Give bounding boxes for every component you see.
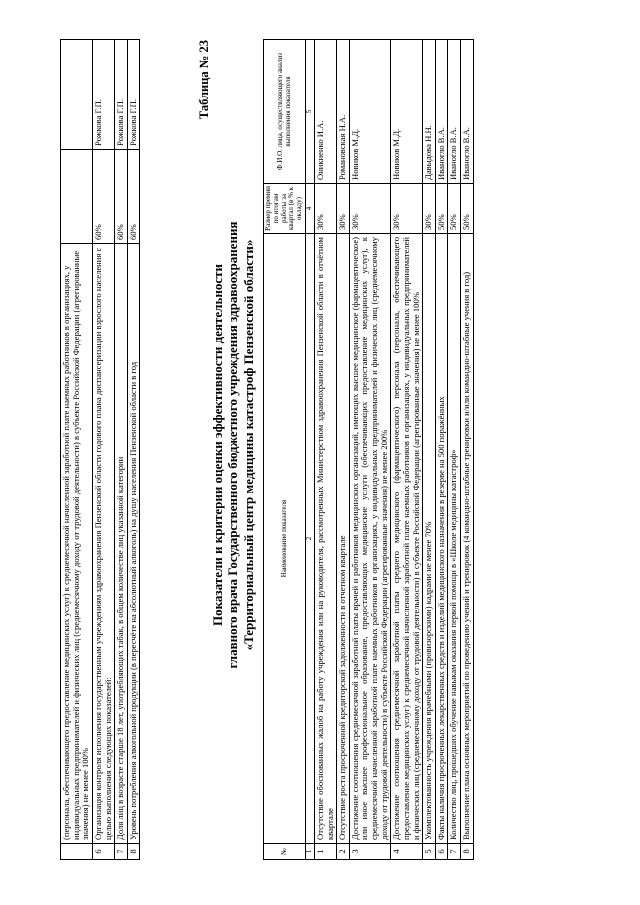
- table-row: [448, 40, 461, 860]
- indicator-text: Количество лиц, прошедших обучение навыкам оказания первой помощи в «Школе медицины катастроф»: [448, 234, 461, 844]
- table-row: [423, 40, 436, 860]
- column-index: 5: [306, 40, 315, 184]
- column-index: 4: [306, 184, 315, 234]
- row-number: 2: [337, 844, 350, 860]
- indicators-table-body: [314, 40, 473, 860]
- row-number: 3: [349, 844, 391, 860]
- indicator-text: Факты наличия просроченных лекарственных средств и изделий медицинского назначения в резерве на 500 поражённых: [435, 234, 448, 844]
- indicator-text: Отсутствие роста просроченной кредиторской задолженности в отчетном квартале: [337, 234, 350, 844]
- table-number-label: Таблица № 23: [197, 40, 211, 120]
- title-line-3: «Территориальный центр медицины катастроф Пензенской области»: [240, 239, 256, 651]
- continuation-table-body: [61, 40, 140, 860]
- bonus-percent: 60%: [127, 150, 140, 244]
- header-number: №: [264, 844, 306, 860]
- table-row: [92, 40, 114, 860]
- column-index-row: [306, 40, 315, 860]
- bonus-percent: 30%: [423, 184, 436, 234]
- responsible-person: [61, 40, 93, 150]
- indicator-text: Уровень потребления алкогольной продукции (в пересчёте на абсолютный алкоголь) на душу населения Пензенской области в год: [127, 244, 140, 844]
- row-number: 4: [391, 844, 423, 860]
- table-row: [314, 40, 336, 860]
- row-number: 7: [448, 844, 461, 860]
- responsible-person: Иваногло В.А.: [461, 40, 474, 184]
- row-number: 8: [461, 844, 474, 860]
- table-row: [127, 40, 140, 860]
- title-line-1: Показатели и критерии оценки эффективности деятельности: [210, 264, 225, 626]
- indicators-table: [263, 39, 474, 860]
- responsible-person: Рожкова Г.П.: [115, 40, 128, 150]
- indicator-text: Доля лиц в возрасте старше 18 лет, употребляющих табак, в общем количестве лиц указанной категории: [115, 244, 128, 844]
- title-line-2: главного врача Государственного бюджетного учреждения здравоохранения: [225, 221, 241, 669]
- row-number: 7: [115, 844, 128, 860]
- row-number: [61, 844, 93, 860]
- header-indicator: Наименование показателя: [264, 234, 306, 844]
- document-title: [210, 45, 256, 845]
- continuation-table: [60, 39, 140, 860]
- responsible-person: Иваногло В.А.: [448, 40, 461, 184]
- responsible-person: Новиков М.Д.: [391, 40, 423, 184]
- responsible-person: Рожкова Г.П.: [92, 40, 114, 150]
- indicator-text: Выполнение плана основных мероприятий по проведению учений и тренировок (4 командно-штабные тренировки и/или командно-штабные учения в год): [461, 234, 474, 844]
- indicator-text: Достижение соотношения среднемесячной заработной платы среднего медицинского (фармацевтического) персонала (персонала, обеспечивающего предоставление медицинских услуг) к среднемесячной начисленной заработной плате наемных работников в организациях, у индивидуальных предпринимателей и физических лиц (среднемесячному доходу от трудовой деятельности) в субъекте Российской Федерации (агрегированные значения) не менее 100%: [391, 234, 423, 844]
- indicator-text: Организация контроля исполнения государственным учреждениям здравоохранения Пензенской области годового плана диспансеризации взрослого населения с целью выполнения следующих показателей:: [92, 244, 114, 844]
- header-responsible-person: Ф.И.О. лица, осуществляющего анализ выполнения показателя: [264, 40, 306, 184]
- bonus-percent: 30%: [337, 184, 350, 234]
- row-number: 6: [92, 844, 114, 860]
- bonus-percent: 30%: [314, 184, 336, 234]
- indicator-text: (персонала, обеспечивающего предоставление медицинских услуг) к среднемесячной начисленной заработной плате наемных работников в организациях, у индивидуальных предпринимателей и физических лиц (среднемесячному доходу от трудовой деятельности) в субъекте Российской Федерации (агрегированные значения) не менее 100%: [61, 244, 93, 844]
- header-bonus-size: Размер премии по итогам работы за квартал (в % к окладу): [264, 184, 306, 234]
- responsible-person: Оникиенко И.А.: [314, 40, 336, 184]
- responsible-person: Рожкова Г.П.: [127, 40, 140, 150]
- responsible-person: Романовская Н.А.: [337, 40, 350, 184]
- responsible-person: Новиков М.Д.: [349, 40, 391, 184]
- header-row: [264, 40, 306, 860]
- row-number: 6: [435, 844, 448, 860]
- column-index: 1: [306, 844, 315, 860]
- bonus-percent: 50%: [461, 184, 474, 234]
- table-row: [337, 40, 350, 860]
- bonus-percent: 30%: [391, 184, 423, 234]
- bonus-percent: 60%: [115, 150, 128, 244]
- indicator-text: Укомплектованность учреждения врачебными (провизорскими) кадрами не менее 70%: [423, 234, 436, 844]
- responsible-person: Иваногло В.А.: [435, 40, 448, 184]
- table-row: [115, 40, 128, 860]
- table-row: [349, 40, 391, 860]
- table-row: [435, 40, 448, 860]
- bonus-percent: 60%: [92, 150, 114, 244]
- table-row: [461, 40, 474, 860]
- row-number: 5: [423, 844, 436, 860]
- indicator-text: Отсутствие обоснованных жалоб на работу учреждения или на руководителя, рассмотренных Министерством здравоохранения Пензенской области в отчётном квартале: [314, 234, 336, 844]
- table-row: [61, 40, 93, 860]
- bonus-percent: 50%: [448, 184, 461, 234]
- row-number: 1: [314, 844, 336, 860]
- bonus-percent: 50%: [435, 184, 448, 234]
- responsible-person: Давыдова Н.Н.: [423, 40, 436, 184]
- indicator-text: Достижение соотношения среднемесячной заработной платы врачей и работников медицинских организаций, имеющих высшее медицинское (фармацевтическое) или иное высшее профессиональное образование, предоставляющих медицинские услуги (обеспечивающих предоставление медицинских услуг), к среднемесячной начисленной заработной плате наемных работников в организациях, у индивидуальных предпринимателей и физических лиц (среднемесячному доходу от трудовой деятельности) в субъекте Российской Федерации (агрегированные значения) не менее 200%: [349, 234, 391, 844]
- table-row: [391, 40, 423, 860]
- bonus-percent: [61, 150, 93, 244]
- row-number: 8: [127, 844, 140, 860]
- bonus-percent: 30%: [349, 184, 391, 234]
- column-index: 2: [306, 234, 315, 844]
